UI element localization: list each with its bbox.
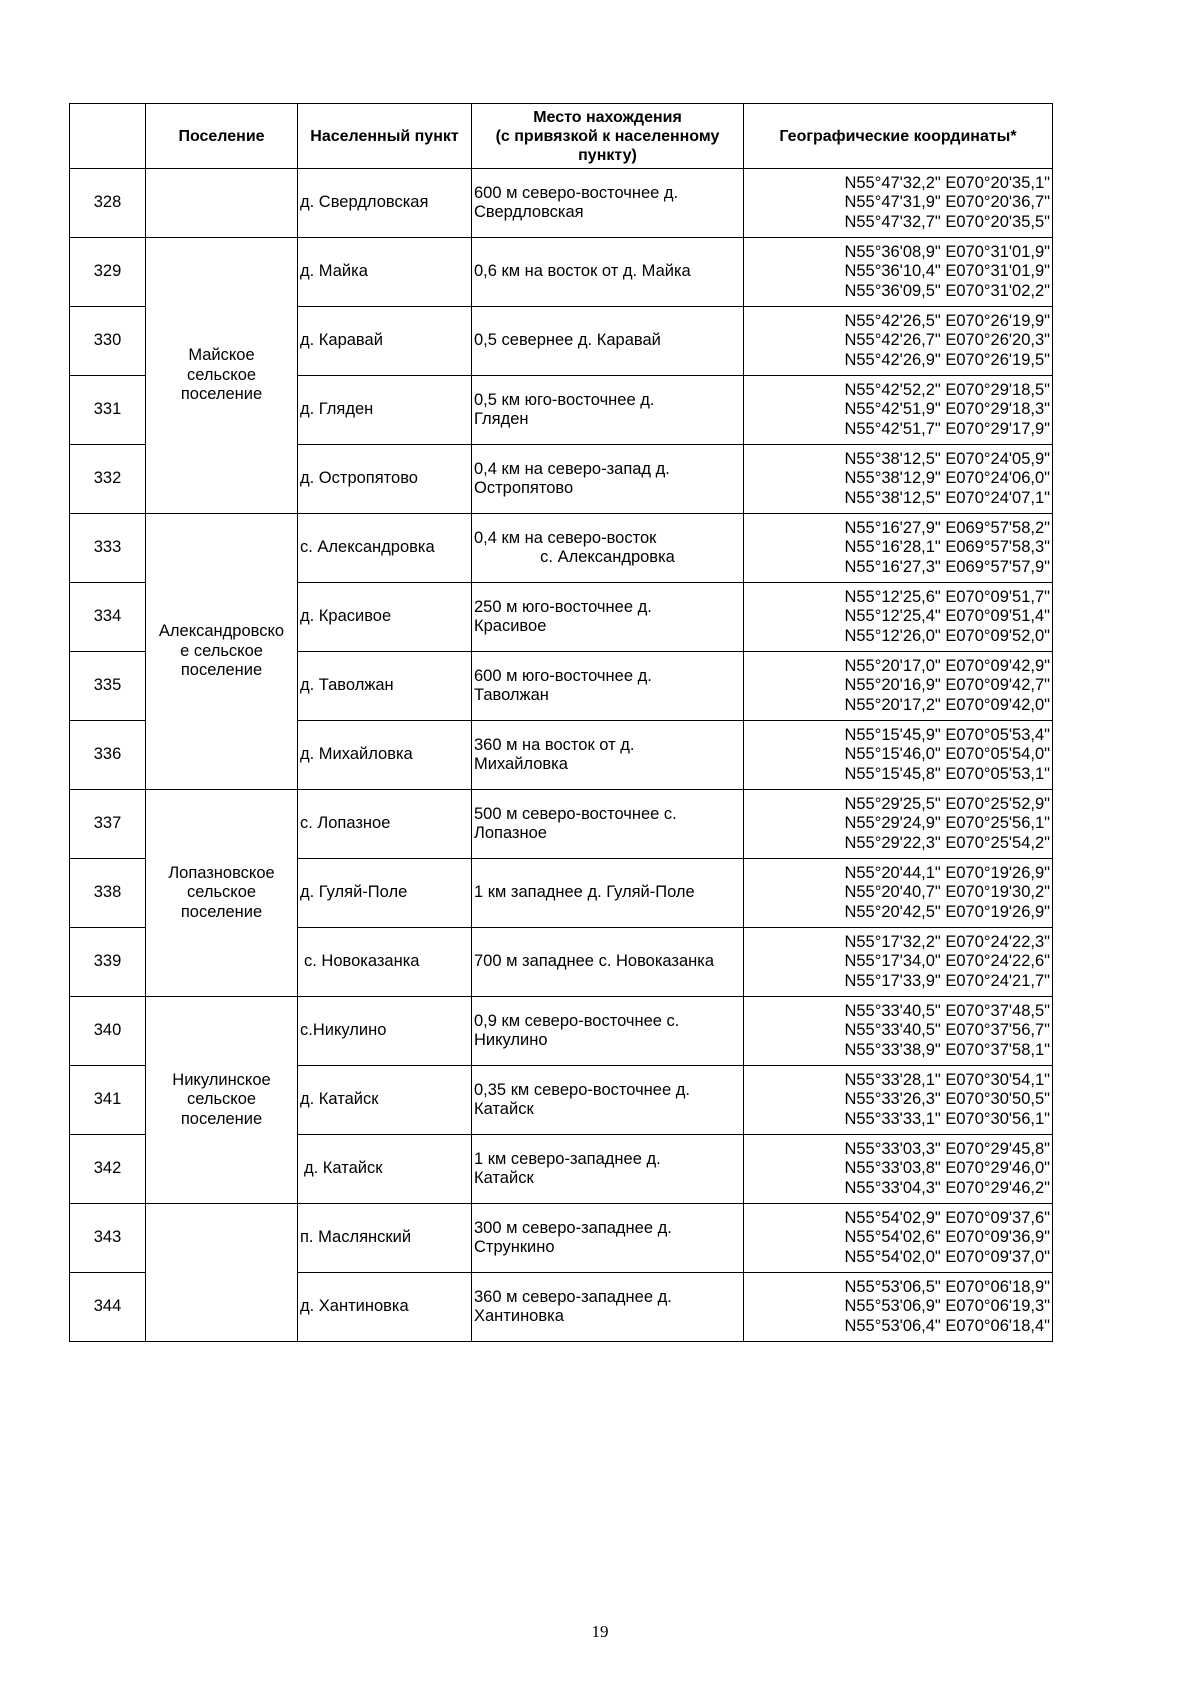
coordinate-line: N55°17'32,2" E070°24'22,3" <box>844 932 1050 951</box>
coordinate-line: N55°20'17,2" E070°09'42,0" <box>844 695 1050 714</box>
location-line: 500 м северо-восточнее с. <box>474 804 677 823</box>
location-cell <box>472 1204 744 1273</box>
coordinate-line: N55°33'40,5" E070°37'48,5" <box>844 1001 1050 1020</box>
locality-cell: д. Хантиновка <box>298 1273 472 1342</box>
coordinate-line: N55°33'03,8" E070°29'46,0" <box>844 1159 1050 1178</box>
row-number: 342 <box>70 1135 146 1204</box>
row-number: 328 <box>70 169 146 238</box>
settlement-nikulinskoe <box>146 997 298 1204</box>
coordinate-line: N55°42'26,7" E070°26'20,3" <box>844 331 1050 350</box>
settlement-line: Никулинское <box>172 1070 271 1089</box>
coordinate-line: N55°20'16,9" E070°09'42,7" <box>844 676 1050 695</box>
coordinate-line: N55°12'25,4" E070°09'51,4" <box>844 607 1050 626</box>
coordinates-cell <box>744 445 1053 514</box>
coordinate-line: N55°12'26,0" E070°09'52,0" <box>844 626 1050 645</box>
coordinate-line: N55°17'34,0" E070°24'22,6" <box>844 952 1050 971</box>
coordinate-line: N55°38'12,5" E070°24'05,9" <box>844 449 1050 468</box>
location-line: 250 м юго-восточнее д. <box>474 597 652 616</box>
locality-cell: д. Остропятово <box>298 445 472 514</box>
coordinate-line: N55°53'06,9" E070°06'19,3" <box>844 1297 1050 1316</box>
coordinate-line: N55°33'03,3" E070°29'45,8" <box>844 1139 1050 1158</box>
locality-cell: с. Новоказанка <box>298 928 472 997</box>
location-cell <box>472 169 744 238</box>
settlement-line: сельское <box>186 365 257 384</box>
location-line: Катайск <box>474 1169 534 1187</box>
settlement-aleksandrovskoe <box>146 514 298 790</box>
row-number: 341 <box>70 1066 146 1135</box>
coordinate-line: N55°53'06,4" E070°06'18,4" <box>844 1316 1050 1335</box>
header-num <box>70 104 146 169</box>
coordinates-cell <box>744 721 1053 790</box>
location-cell <box>472 1273 744 1342</box>
row-number: 339 <box>70 928 146 997</box>
settlement-line: е сельское <box>180 641 263 660</box>
location-line: Свердловская <box>474 203 584 221</box>
header-location-line: (с привязкой к населенному <box>495 127 720 145</box>
coordinates-cell <box>744 1135 1053 1204</box>
settlement-cell-empty <box>146 1204 298 1342</box>
coordinates-cell <box>744 238 1053 307</box>
coordinates-cell <box>744 790 1053 859</box>
coordinate-line: N55°42'51,7" E070°29'17,9" <box>844 419 1050 438</box>
coordinate-line: N55°29'25,5" E070°25'52,9" <box>844 794 1050 813</box>
coordinates-cell <box>744 997 1053 1066</box>
coordinate-line: N55°42'26,9" E070°26'19,5" <box>844 350 1050 369</box>
location-line: Лопазное <box>474 824 547 842</box>
location-line: 700 м западнее с. Новоказанка <box>474 952 715 971</box>
header-coordinates: Географические координаты* <box>744 104 1053 169</box>
location-cell <box>472 445 744 514</box>
locality-cell: с.Никулино <box>298 997 472 1066</box>
settlement-line: поселение <box>180 385 263 404</box>
coordinates-cell <box>744 514 1053 583</box>
locality-cell: с. Лопазное <box>298 790 472 859</box>
coordinates-cell <box>744 652 1053 721</box>
settlement-line: Александровско <box>158 622 285 641</box>
row-number: 329 <box>70 238 146 307</box>
coordinates-cell <box>744 307 1053 376</box>
location-line: Остропятово <box>474 479 574 497</box>
location-line: Хантиновка <box>474 1307 564 1325</box>
location-line: Таволжан <box>474 686 549 704</box>
location-cell <box>472 1135 744 1204</box>
locality-cell: д. Катайск <box>298 1066 472 1135</box>
table-row <box>70 1204 1053 1273</box>
row-number: 343 <box>70 1204 146 1273</box>
location-line: Гляден <box>474 410 529 428</box>
location-line: 1 км западнее д. Гуляй-Поле <box>474 883 695 902</box>
row-number: 332 <box>70 445 146 514</box>
coordinate-line: N55°36'08,9" E070°31'01,9" <box>844 242 1050 261</box>
location-cell <box>472 997 744 1066</box>
locality-cell: д. Катайск <box>298 1135 472 1204</box>
coordinate-line: N55°38'12,5" E070°24'07,1" <box>844 488 1050 507</box>
settlement-line: сельское <box>186 1090 257 1109</box>
coordinate-line: N55°54'02,0" E070°09'37,0" <box>844 1247 1050 1266</box>
row-number: 334 <box>70 583 146 652</box>
coordinate-line: N55°42'26,5" E070°26'19,9" <box>844 311 1050 330</box>
location-cell <box>472 928 744 997</box>
coordinate-line: N55°12'25,6" E070°09'51,7" <box>844 587 1050 606</box>
location-cell <box>472 652 744 721</box>
location-line: 300 м северо-западнее д. <box>474 1218 672 1237</box>
coordinate-line: N55°36'09,5" E070°31'02,2" <box>844 281 1050 300</box>
row-number: 333 <box>70 514 146 583</box>
coordinate-line: N55°33'40,5" E070°37'56,7" <box>844 1021 1050 1040</box>
location-cell <box>472 583 744 652</box>
coordinate-line: N55°20'17,0" E070°09'42,9" <box>844 656 1050 675</box>
location-line: 360 м северо-западнее д. <box>474 1287 672 1306</box>
coordinate-line: N55°15'45,9" E070°05'53,4" <box>844 725 1050 744</box>
row-number: 336 <box>70 721 146 790</box>
settlement-mayskoe <box>146 238 298 514</box>
locality-cell: п. Маслянский <box>298 1204 472 1273</box>
location-line: 0,5 км юго-восточнее д. <box>474 390 655 409</box>
location-line: 0,35 км северо-восточнее д. <box>474 1080 690 1099</box>
coordinates-cell <box>744 1204 1053 1273</box>
coordinate-line: N55°36'10,4" E070°31'01,9" <box>844 262 1050 281</box>
location-line: Михайловка <box>474 755 568 773</box>
coordinate-line: N55°47'32,7" E070°20'35,5" <box>844 212 1050 231</box>
locality-cell: д. Красивое <box>298 583 472 652</box>
settlement-line: поселение <box>180 902 263 921</box>
coordinate-line: N55°16'28,1" E069°57'58,3" <box>844 538 1050 557</box>
location-line: 1 км северо-западнее д. <box>474 1149 661 1168</box>
coordinates-cell <box>744 376 1053 445</box>
coordinate-line: N55°33'33,1" E070°30'56,1" <box>844 1109 1050 1128</box>
coordinate-line: N55°54'02,6" E070°09'36,9" <box>844 1228 1050 1247</box>
table-row <box>70 790 1053 859</box>
location-line: 600 м юго-восточнее д. <box>474 666 652 685</box>
table-row <box>70 169 1053 238</box>
row-number: 344 <box>70 1273 146 1342</box>
coordinate-line: N55°47'32,2" E070°20'35,1" <box>844 173 1050 192</box>
coordinate-line: N55°20'42,5" E070°19'26,9" <box>844 902 1050 921</box>
header-settlement: Поселение <box>146 104 298 169</box>
header-location-line: Место нахождения <box>533 108 682 126</box>
header-locality: Населенный пункт <box>298 104 472 169</box>
locality-cell: д. Свердловская <box>298 169 472 238</box>
coordinate-line: N55°33'28,1" E070°30'54,1" <box>844 1070 1050 1089</box>
location-line: Катайск <box>474 1100 534 1118</box>
row-number: 330 <box>70 307 146 376</box>
location-cell <box>472 238 744 307</box>
locality-cell: д. Каравай <box>298 307 472 376</box>
location-line: 600 м северо-восточнее д. <box>474 183 679 202</box>
coordinate-line: N55°47'31,9" E070°20'36,7" <box>844 193 1050 212</box>
coordinates-cell <box>744 1066 1053 1135</box>
locality-cell: д. Михайловка <box>298 721 472 790</box>
row-number: 337 <box>70 790 146 859</box>
location-line: Стрункино <box>474 1238 555 1256</box>
coordinates-cell <box>744 1273 1053 1342</box>
location-line: 0,4 км на северо-восток <box>474 528 657 547</box>
header-location <box>472 104 744 169</box>
coordinate-line: N55°42'51,9" E070°29'18,3" <box>844 400 1050 419</box>
coordinate-line: N55°16'27,3" E069°57'57,9" <box>844 557 1050 576</box>
settlement-line: поселение <box>180 1109 263 1128</box>
coordinate-line: N55°20'40,7" E070°19'30,2" <box>844 883 1050 902</box>
coordinates-cell <box>744 928 1053 997</box>
location-line: 0,4 км на северо-запад д. <box>474 459 670 478</box>
coordinate-line: N55°33'04,3" E070°29'46,2" <box>844 1178 1050 1197</box>
coordinate-line: N55°33'26,3" E070°30'50,5" <box>844 1090 1050 1109</box>
settlement-cell-empty <box>146 169 298 238</box>
settlement-line: поселение <box>180 661 263 680</box>
row-number: 340 <box>70 997 146 1066</box>
location-line: с. Александровка <box>540 548 675 566</box>
page-number: 19 <box>591 1622 609 1641</box>
coordinate-line: N55°38'12,9" E070°24'06,0" <box>844 469 1050 488</box>
locality-cell: д. Майка <box>298 238 472 307</box>
location-cell <box>472 376 744 445</box>
settlement-line: Лопазновское <box>168 863 275 882</box>
coordinate-line: N55°29'24,9" E070°25'56,1" <box>844 814 1050 833</box>
location-line: 360 м на восток от д. <box>474 735 635 754</box>
row-number: 338 <box>70 859 146 928</box>
location-line: 0,9 км северо-восточнее с. <box>474 1011 680 1030</box>
locality-cell: д. Гуляй-Поле <box>298 859 472 928</box>
coordinate-line: N55°33'38,9" E070°37'58,1" <box>844 1040 1050 1059</box>
location-line: Никулино <box>474 1031 548 1049</box>
coordinates-table <box>69 103 1053 1342</box>
table-header-row <box>70 104 1053 169</box>
row-number: 331 <box>70 376 146 445</box>
coordinate-line: N55°20'44,1" E070°19'26,9" <box>844 863 1050 882</box>
locality-cell: д. Гляден <box>298 376 472 445</box>
coordinate-line: N55°29'22,3" E070°25'54,2" <box>844 833 1050 852</box>
settlement-line: сельское <box>186 883 257 902</box>
location-cell <box>472 859 744 928</box>
table-row <box>70 997 1053 1066</box>
coordinates-cell <box>744 859 1053 928</box>
location-line: Красивое <box>474 617 547 635</box>
location-cell <box>472 514 744 583</box>
coordinate-line: N55°17'33,9" E070°24'21,7" <box>844 971 1050 990</box>
header-location-line: пункту) <box>578 146 637 164</box>
table-row <box>70 238 1053 307</box>
coordinates-cell <box>744 169 1053 238</box>
location-cell <box>472 790 744 859</box>
locality-cell: с. Александровка <box>298 514 472 583</box>
coordinate-line: N55°15'45,8" E070°05'53,1" <box>844 764 1050 783</box>
coordinate-line: N55°42'52,2" E070°29'18,5" <box>844 380 1050 399</box>
table-row <box>70 514 1053 583</box>
coordinate-line: N55°15'46,0" E070°05'54,0" <box>844 745 1050 764</box>
location-cell <box>472 1066 744 1135</box>
coordinate-line: N55°53'06,5" E070°06'18,9" <box>844 1277 1050 1296</box>
coordinate-line: N55°16'27,9" E069°57'58,2" <box>844 518 1050 537</box>
settlement-lopaznovskoe <box>146 790 298 997</box>
location-cell <box>472 721 744 790</box>
location-cell <box>472 307 744 376</box>
coordinate-line: N55°54'02,9" E070°09'37,6" <box>844 1208 1050 1227</box>
location-line: 0,6 км на восток от д. Майка <box>474 262 691 281</box>
location-line: 0,5 севернее д. Каравай <box>474 331 661 350</box>
row-number: 335 <box>70 652 146 721</box>
coordinates-cell <box>744 583 1053 652</box>
settlement-line: Майское <box>188 346 255 365</box>
locality-cell: д. Таволжан <box>298 652 472 721</box>
